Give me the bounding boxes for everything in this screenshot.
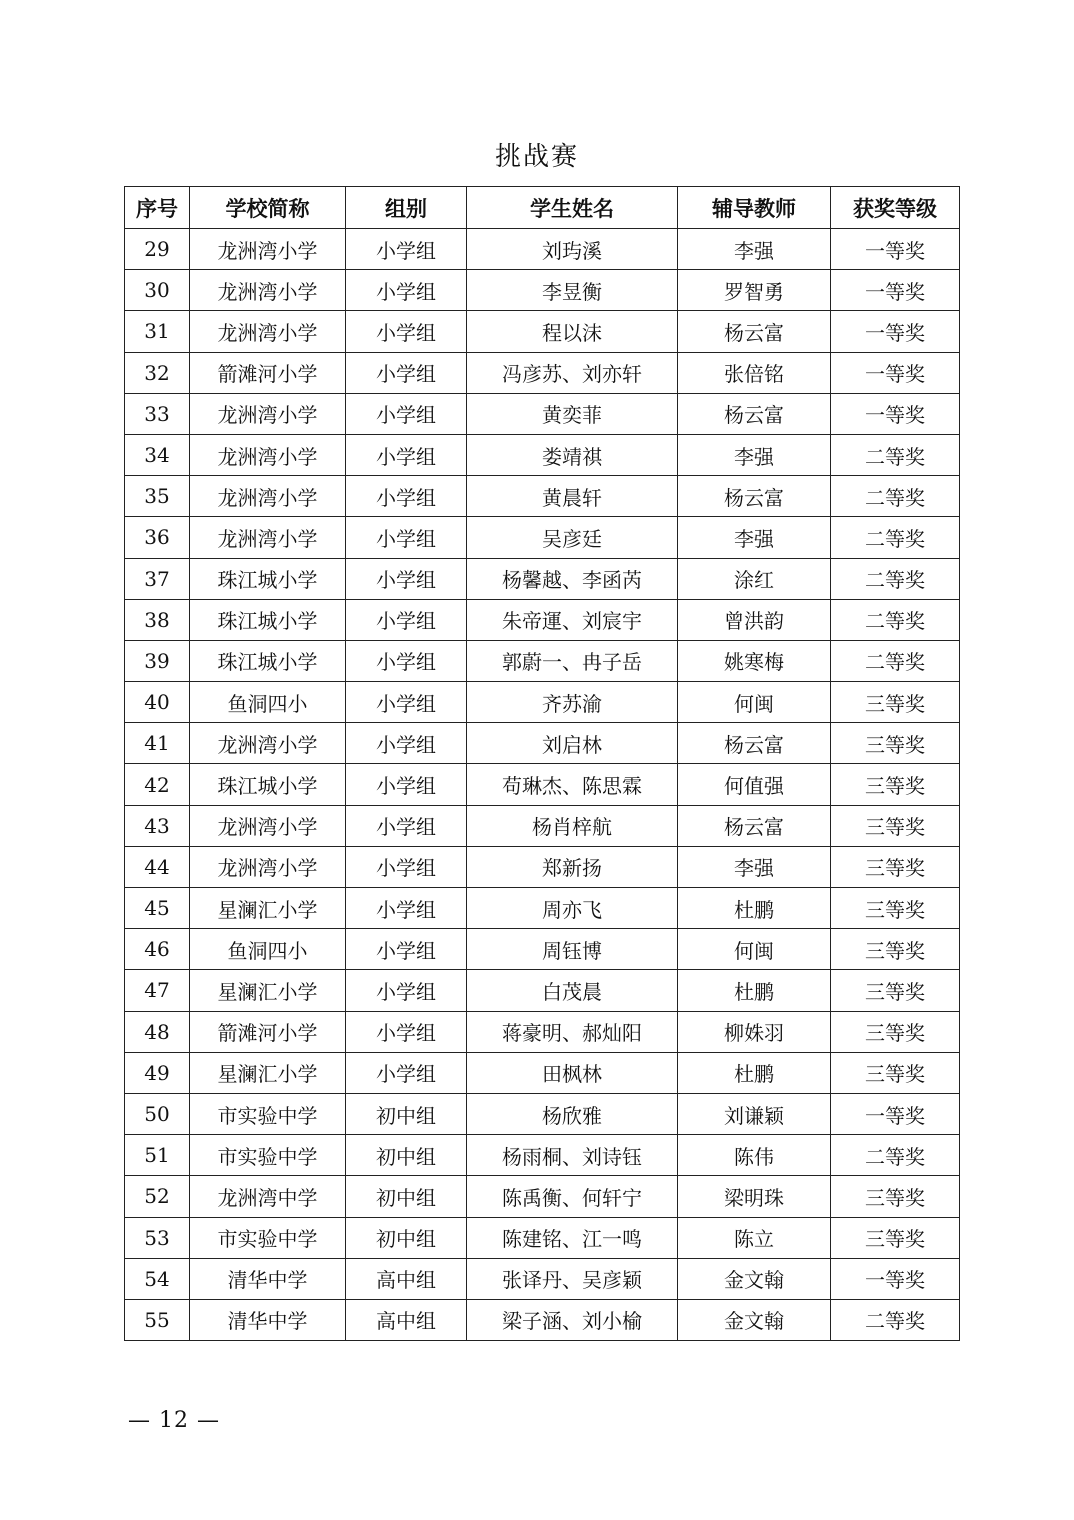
cell-school: 星澜汇小学 (190, 970, 346, 1011)
cell-award: 一等奖 (831, 1093, 960, 1134)
cell-school: 龙洲湾小学 (190, 270, 346, 311)
cell-group: 小学组 (346, 517, 467, 558)
cell-school: 珠江城小学 (190, 599, 346, 640)
table-row (125, 888, 960, 929)
cell-award: 三等奖 (831, 1052, 960, 1093)
cell-teacher: 杨云富 (678, 311, 831, 352)
table-row (125, 599, 960, 640)
col-header-award: 获奖等级 (831, 187, 960, 229)
cell-student: 郑新扬 (467, 846, 678, 887)
cell-award: 二等奖 (831, 599, 960, 640)
cell-group: 小学组 (346, 1011, 467, 1052)
cell-award: 一等奖 (831, 393, 960, 434)
cell-student: 黄奕菲 (467, 393, 678, 434)
cell-group: 小学组 (346, 1052, 467, 1093)
table-row (125, 1176, 960, 1217)
table-row (125, 1217, 960, 1258)
cell-teacher: 杨云富 (678, 723, 831, 764)
cell-student: 黄晨轩 (467, 476, 678, 517)
cell-student: 娄靖祺 (467, 434, 678, 475)
cell-teacher: 何闽 (678, 929, 831, 970)
cell-award: 三等奖 (831, 805, 960, 846)
cell-school: 珠江城小学 (190, 558, 346, 599)
table-row (125, 1093, 960, 1134)
table-row (125, 1299, 960, 1340)
cell-index: 30 (125, 270, 190, 311)
cell-group: 小学组 (346, 640, 467, 681)
cell-school: 星澜汇小学 (190, 888, 346, 929)
col-header-group: 组别 (346, 187, 467, 229)
cell-index: 31 (125, 311, 190, 352)
table-row (125, 476, 960, 517)
cell-group: 初中组 (346, 1135, 467, 1176)
cell-award: 三等奖 (831, 929, 960, 970)
cell-group: 小学组 (346, 352, 467, 393)
cell-award: 一等奖 (831, 311, 960, 352)
table-row (125, 1135, 960, 1176)
cell-award: 三等奖 (831, 1217, 960, 1258)
cell-student: 程以沫 (467, 311, 678, 352)
cell-school: 龙洲湾小学 (190, 846, 346, 887)
cell-teacher: 柳姝羽 (678, 1011, 831, 1052)
table-row (125, 229, 960, 270)
col-header-student: 学生姓名 (467, 187, 678, 229)
cell-index: 49 (125, 1052, 190, 1093)
cell-index: 51 (125, 1135, 190, 1176)
cell-group: 小学组 (346, 311, 467, 352)
cell-teacher: 李强 (678, 229, 831, 270)
cell-group: 小学组 (346, 558, 467, 599)
cell-student: 蒋豪明、郝灿阳 (467, 1011, 678, 1052)
cell-index: 35 (125, 476, 190, 517)
cell-school: 珠江城小学 (190, 640, 346, 681)
cell-award: 三等奖 (831, 723, 960, 764)
cell-school: 龙洲湾小学 (190, 229, 346, 270)
cell-group: 小学组 (346, 270, 467, 311)
cell-student: 张译丹、吴彦颖 (467, 1258, 678, 1299)
cell-group: 小学组 (346, 929, 467, 970)
cell-school: 龙洲湾小学 (190, 311, 346, 352)
cell-teacher: 何值强 (678, 764, 831, 805)
cell-teacher: 杨云富 (678, 805, 831, 846)
cell-award: 二等奖 (831, 558, 960, 599)
cell-group: 高中组 (346, 1258, 467, 1299)
cell-award: 一等奖 (831, 1258, 960, 1299)
cell-index: 50 (125, 1093, 190, 1134)
cell-group: 小学组 (346, 599, 467, 640)
cell-student: 吴彦廷 (467, 517, 678, 558)
cell-group: 初中组 (346, 1093, 467, 1134)
table-row (125, 764, 960, 805)
table-row (125, 929, 960, 970)
page-number: — 12 — (128, 1408, 220, 1433)
cell-award: 三等奖 (831, 1011, 960, 1052)
cell-school: 清华中学 (190, 1258, 346, 1299)
cell-teacher: 李强 (678, 517, 831, 558)
cell-school: 珠江城小学 (190, 764, 346, 805)
cell-index: 32 (125, 352, 190, 393)
cell-index: 41 (125, 723, 190, 764)
cell-student: 刘启林 (467, 723, 678, 764)
table-row (125, 1011, 960, 1052)
cell-group: 小学组 (346, 846, 467, 887)
cell-group: 小学组 (346, 723, 467, 764)
table-row (125, 846, 960, 887)
cell-teacher: 金文翰 (678, 1258, 831, 1299)
table-row (125, 1258, 960, 1299)
cell-award: 二等奖 (831, 640, 960, 681)
table-row (125, 393, 960, 434)
cell-group: 小学组 (346, 393, 467, 434)
table-row (125, 723, 960, 764)
cell-award: 三等奖 (831, 764, 960, 805)
cell-group: 小学组 (346, 764, 467, 805)
cell-student: 梁子涵、刘小榆 (467, 1299, 678, 1340)
cell-student: 刘玙溪 (467, 229, 678, 270)
cell-school: 龙洲湾小学 (190, 723, 346, 764)
cell-teacher: 杜鹏 (678, 1052, 831, 1093)
col-header-teacher: 辅导教师 (678, 187, 831, 229)
cell-index: 29 (125, 229, 190, 270)
cell-teacher: 曾洪韵 (678, 599, 831, 640)
table-row (125, 640, 960, 681)
cell-index: 33 (125, 393, 190, 434)
table-row (125, 970, 960, 1011)
cell-teacher: 罗智勇 (678, 270, 831, 311)
cell-award: 二等奖 (831, 1299, 960, 1340)
table-row (125, 558, 960, 599)
table-row (125, 805, 960, 846)
cell-student: 陈建铭、江一鸣 (467, 1217, 678, 1258)
cell-group: 小学组 (346, 476, 467, 517)
cell-teacher: 杜鹏 (678, 970, 831, 1011)
cell-index: 43 (125, 805, 190, 846)
cell-school: 市实验中学 (190, 1135, 346, 1176)
cell-group: 小学组 (346, 434, 467, 475)
cell-school: 星澜汇小学 (190, 1052, 346, 1093)
cell-award: 一等奖 (831, 229, 960, 270)
table-row (125, 1052, 960, 1093)
cell-index: 39 (125, 640, 190, 681)
cell-school: 清华中学 (190, 1299, 346, 1340)
cell-group: 小学组 (346, 888, 467, 929)
cell-school: 市实验中学 (190, 1217, 346, 1258)
cell-teacher: 杨云富 (678, 476, 831, 517)
cell-award: 三等奖 (831, 970, 960, 1011)
cell-student: 周钰博 (467, 929, 678, 970)
cell-teacher: 杨云富 (678, 393, 831, 434)
cell-index: 47 (125, 970, 190, 1011)
cell-student: 苟琳杰、陈思霖 (467, 764, 678, 805)
cell-student: 冯彦苏、刘亦轩 (467, 352, 678, 393)
cell-student: 杨肖梓航 (467, 805, 678, 846)
cell-group: 小学组 (346, 805, 467, 846)
cell-school: 龙洲湾小学 (190, 805, 346, 846)
col-header-index: 序号 (125, 187, 190, 229)
cell-index: 37 (125, 558, 190, 599)
cell-teacher: 梁明珠 (678, 1176, 831, 1217)
cell-teacher: 李强 (678, 434, 831, 475)
cell-index: 48 (125, 1011, 190, 1052)
cell-teacher: 杜鹏 (678, 888, 831, 929)
table-row (125, 270, 960, 311)
cell-school: 龙洲湾小学 (190, 476, 346, 517)
cell-index: 45 (125, 888, 190, 929)
cell-student: 杨欣雅 (467, 1093, 678, 1134)
cell-teacher: 陈立 (678, 1217, 831, 1258)
cell-teacher: 李强 (678, 846, 831, 887)
cell-award: 一等奖 (831, 352, 960, 393)
cell-teacher: 金文翰 (678, 1299, 831, 1340)
cell-group: 初中组 (346, 1217, 467, 1258)
cell-group: 小学组 (346, 682, 467, 723)
table-row (125, 517, 960, 558)
cell-school: 箭滩河小学 (190, 352, 346, 393)
table-header-row (125, 187, 960, 229)
cell-index: 44 (125, 846, 190, 887)
cell-student: 朱帝運、刘宸宇 (467, 599, 678, 640)
cell-teacher: 何闽 (678, 682, 831, 723)
cell-school: 龙洲湾中学 (190, 1176, 346, 1217)
cell-index: 38 (125, 599, 190, 640)
table-row (125, 682, 960, 723)
cell-award: 二等奖 (831, 434, 960, 475)
cell-award: 二等奖 (831, 1135, 960, 1176)
table-row (125, 352, 960, 393)
cell-teacher: 涂红 (678, 558, 831, 599)
table-row (125, 311, 960, 352)
cell-student: 郭蔚一、冉子岳 (467, 640, 678, 681)
cell-index: 36 (125, 517, 190, 558)
cell-index: 46 (125, 929, 190, 970)
cell-index: 40 (125, 682, 190, 723)
cell-school: 市实验中学 (190, 1093, 346, 1134)
cell-award: 二等奖 (831, 476, 960, 517)
cell-student: 陈禹衡、何轩宁 (467, 1176, 678, 1217)
cell-teacher: 陈伟 (678, 1135, 831, 1176)
cell-index: 42 (125, 764, 190, 805)
table-row (125, 434, 960, 475)
cell-award: 三等奖 (831, 1176, 960, 1217)
cell-teacher: 张倍铭 (678, 352, 831, 393)
cell-group: 初中组 (346, 1176, 467, 1217)
cell-teacher: 姚寒梅 (678, 640, 831, 681)
cell-award: 三等奖 (831, 888, 960, 929)
col-header-school: 学校简称 (190, 187, 346, 229)
cell-award: 三等奖 (831, 846, 960, 887)
cell-group: 小学组 (346, 229, 467, 270)
awards-table (124, 186, 960, 1341)
cell-index: 53 (125, 1217, 190, 1258)
cell-student: 周亦飞 (467, 888, 678, 929)
cell-student: 杨馨越、李函芮 (467, 558, 678, 599)
cell-index: 52 (125, 1176, 190, 1217)
cell-index: 54 (125, 1258, 190, 1299)
cell-student: 白茂晨 (467, 970, 678, 1011)
section-title: 挑战赛 (494, 142, 579, 172)
cell-student: 田枫林 (467, 1052, 678, 1093)
cell-school: 箭滩河小学 (190, 1011, 346, 1052)
cell-index: 55 (125, 1299, 190, 1340)
cell-group: 高中组 (346, 1299, 467, 1340)
table-body (125, 229, 960, 1341)
cell-award: 三等奖 (831, 682, 960, 723)
cell-award: 二等奖 (831, 517, 960, 558)
cell-school: 鱼洞四小 (190, 929, 346, 970)
cell-teacher: 刘谦颖 (678, 1093, 831, 1134)
cell-group: 小学组 (346, 970, 467, 1011)
cell-school: 龙洲湾小学 (190, 393, 346, 434)
cell-school: 龙洲湾小学 (190, 517, 346, 558)
cell-student: 齐苏渝 (467, 682, 678, 723)
cell-school: 龙洲湾小学 (190, 434, 346, 475)
cell-award: 一等奖 (831, 270, 960, 311)
cell-school: 鱼洞四小 (190, 682, 346, 723)
cell-index: 34 (125, 434, 190, 475)
cell-student: 李昱衡 (467, 270, 678, 311)
cell-student: 杨雨桐、刘诗钰 (467, 1135, 678, 1176)
